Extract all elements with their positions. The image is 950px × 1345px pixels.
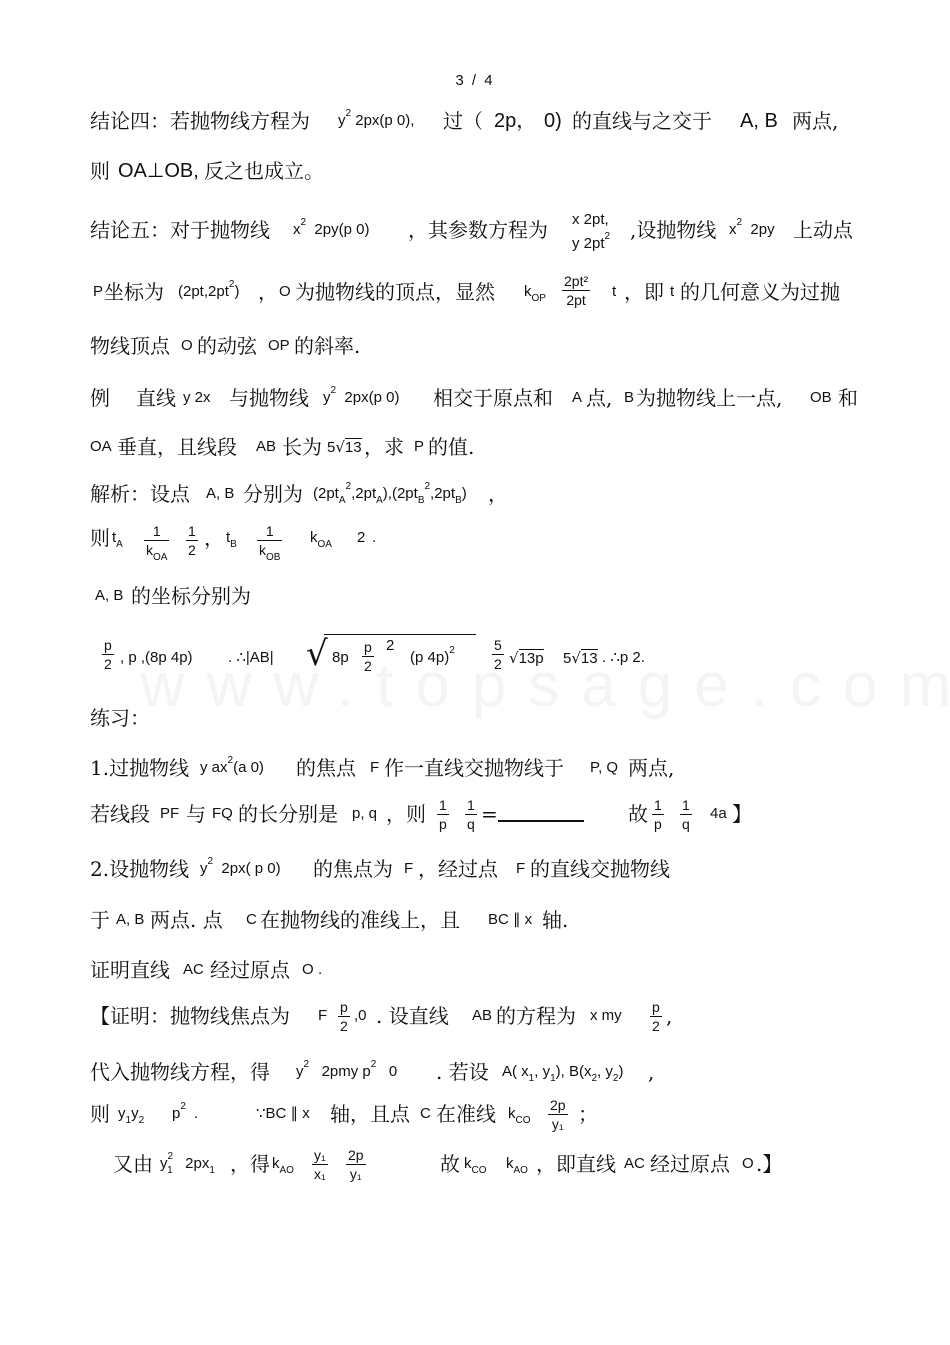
- c4-then: 则: [90, 159, 110, 183]
- conclusion-5-line-3: [0, 326, 950, 366]
- q1-ans-frac-q: $\frac{1}{q}$: [682, 797, 690, 832]
- c5-p: P: [93, 283, 104, 300]
- sol-l4-frac-2: $\frac{5}{2}$: [494, 637, 502, 672]
- sol-l4-rad2: 5√13: [563, 649, 598, 667]
- sol-sqrt-sign: √: [306, 634, 328, 674]
- q1-two-points: 两点,: [628, 756, 675, 780]
- solution-line-4: [0, 632, 950, 684]
- sol-koa: $k_{OA}$: [310, 529, 332, 550]
- q1-frac-p: $\frac{1}{p}$: [439, 797, 447, 832]
- c5-coord-label: 坐标为: [104, 280, 164, 304]
- q1-frac-q: $\frac{1}{q}$: [467, 797, 475, 832]
- q2-focus-is: 的焦点为: [313, 857, 393, 881]
- q1-ans-frac-p: $\frac{1}{p}$: [654, 797, 662, 832]
- proof-let-line: . 设直线: [376, 1004, 449, 1028]
- c5-k-op: $k_{OP}$: [524, 283, 546, 304]
- q2-label: 2.设抛物线: [90, 857, 190, 881]
- q1-then: ，则: [386, 802, 426, 826]
- proof-through-origin: 经过原点: [650, 1152, 730, 1176]
- proof-k-co: $k_{CO}$: [508, 1105, 531, 1126]
- c5-o-2: O: [181, 337, 193, 354]
- c5-o: O: [279, 283, 291, 300]
- c5-text-moving-point: 上动点: [793, 218, 853, 242]
- c5-slope: 的斜率.: [294, 334, 361, 358]
- page-number: 3 / 4: [455, 72, 495, 89]
- proof-end: .】: [756, 1152, 783, 1176]
- c5-coord: $(2pt,2pt^2)$: [178, 279, 240, 300]
- proof-frac-p2-b: $\frac{p}{2}$: [652, 999, 660, 1034]
- c5-text-param: ，其参数方程为: [408, 218, 548, 242]
- c5-namely: ，即: [624, 280, 664, 304]
- sol-ta: $t_A$: [112, 529, 123, 550]
- sol-comma: ，: [488, 482, 508, 506]
- sol-l4-inner-frac: $\frac{p}{2}$: [364, 639, 372, 674]
- c4-converse: 反之也成立。: [204, 159, 324, 183]
- ex-a: A: [572, 389, 583, 406]
- q2-on-directrix: 在抛物线的准线上，且: [260, 908, 460, 932]
- proof-frac-p2: $\frac{p}{2}$: [340, 999, 348, 1034]
- proof-k-ao-2: $k_{AO}$: [506, 1155, 528, 1176]
- c4-perpendicular: OA⊥OB,: [118, 160, 199, 182]
- solution-line-2: [0, 518, 950, 566]
- ex-length: 长为: [282, 435, 322, 459]
- proof-from: 又由: [113, 1152, 153, 1176]
- sol-l4-8p: 8p: [332, 649, 349, 666]
- ex-intersect: 相交于原点和: [433, 386, 553, 410]
- practice-title: 练习：: [90, 706, 150, 730]
- c5-slope-fraction: $\frac{\text{2pt²}}{2pt}$: [564, 273, 589, 308]
- proof-line-1: [0, 996, 950, 1044]
- c5-equation: $x^2$ 2py(p 0): [293, 217, 370, 238]
- ex-parabola-eq: $y^2$ 2px(p 0): [323, 385, 400, 406]
- proof-ab: AB: [472, 1007, 493, 1024]
- c5-text-let: ,设抛物线: [630, 218, 717, 242]
- sol-l4-exp1: 2: [386, 637, 395, 654]
- conclusion-4-line-1: [0, 101, 950, 141]
- q1-ans-val: 4a: [710, 805, 727, 822]
- q2-ab: A, B: [116, 911, 145, 928]
- sol-dot: .: [372, 529, 377, 546]
- c5-op: OP: [268, 337, 290, 354]
- sol-label: 解析：设点: [90, 482, 190, 506]
- q2-at: 于: [90, 908, 110, 932]
- q1-ans-end: 】: [732, 802, 752, 826]
- sol-frac-3: 1 $k_{OB}$: [259, 523, 281, 563]
- ex-line: 直线: [136, 386, 176, 410]
- sol-l4-frac: $\frac{p}{2}$: [104, 637, 112, 672]
- ex-and: 和: [838, 386, 858, 410]
- sol-comma-2: ，: [204, 526, 224, 550]
- sol-frac-1: 1 $k_{OA}$: [146, 523, 168, 563]
- q1-f: F: [370, 759, 380, 776]
- c5-param-x: x 2pt,: [572, 211, 609, 228]
- ex-p: P: [414, 438, 425, 455]
- proof-y1y2: $y_1y_2$: [118, 1105, 145, 1126]
- proof-line-eq: x my: [590, 1007, 622, 1024]
- ex-point: 点,: [586, 386, 613, 410]
- c4-equation: $y^2$ 2px(p 0),: [338, 108, 415, 129]
- c5-vertex-text: 为抛物线的顶点，显然: [295, 280, 495, 304]
- sol-l4-coords: , p ,(8p 4p): [120, 649, 193, 666]
- q1-lengths: 的长分别是: [238, 802, 338, 826]
- q2-ac: AC: [183, 961, 204, 978]
- proof-frac-y1-x1: $\frac{\text{y₁}}{\text{x₁}}$: [314, 1147, 326, 1182]
- q2-eq: $y^2$ 2px( p 0): [200, 856, 281, 877]
- ex-and-parabola: 与抛物线: [229, 386, 309, 410]
- solution-line-1: [0, 474, 950, 514]
- sol-then: 则: [90, 526, 110, 550]
- practice-q2-line-2: [0, 900, 950, 940]
- proof-k-ao: $k_{AO}$: [272, 1155, 294, 1176]
- sol-tb: $t_B$: [226, 529, 237, 550]
- q2-prove: 证明直线: [90, 958, 170, 982]
- c5-param-y: y $2pt^2$: [572, 231, 611, 252]
- proof-quadratic: $y^2$ 2pmy $p^2$ 0: [296, 1059, 398, 1080]
- proof-frac-2p-y1: $\frac{2p}{\text{y₁}}$: [550, 1097, 566, 1132]
- q1-eq: y $ax^2(a$ 0): [200, 755, 264, 776]
- ex-line-eq: y 2x: [183, 389, 211, 406]
- ex-length-value: 5√13: [327, 438, 362, 456]
- conclusion-4-label: 结论四：若抛物线方程为: [90, 109, 310, 133]
- sol-respectively: 分别为: [243, 482, 303, 506]
- practice-title-line: [0, 698, 950, 738]
- practice-q1-line-2: [0, 794, 950, 840]
- proof-line-4: [0, 1144, 950, 1192]
- ex-ab: AB: [256, 438, 277, 455]
- sol-frac-2: $\frac{1}{2}$: [188, 523, 196, 558]
- proof-y1-eq: $y^2_1$ $2px_1$: [160, 1151, 215, 1176]
- proof-because: ∵BC ∥ x: [256, 1105, 310, 1122]
- q1-and: 与: [186, 802, 206, 826]
- q1-label: 1.过抛物线: [90, 756, 190, 780]
- proof-c: C: [420, 1105, 431, 1122]
- c4-text-two-points: 两点,: [792, 109, 839, 133]
- q1-pq-2: p, q: [352, 805, 378, 822]
- c5-equation-2: $x^2$ 2py: [729, 217, 775, 238]
- q1-answer-blank[interactable]: [498, 794, 584, 822]
- proof-points: A( $x_1$, $y_1$), $B(x_2$, $y_2$): [502, 1063, 624, 1084]
- c5-t: t: [612, 283, 617, 300]
- example-line-2: [0, 427, 950, 467]
- proof-p-squared: $p^2$: [172, 1101, 186, 1122]
- proof-then: 则: [90, 1102, 110, 1126]
- proof-axis-point: 轴，且点: [330, 1102, 410, 1126]
- q2-f: F: [404, 860, 414, 877]
- q2-c: C: [246, 911, 257, 928]
- example-line-1: [0, 378, 950, 418]
- proof-on-directrix: 在准线: [436, 1102, 496, 1126]
- c4-point-a: 2p，: [494, 110, 537, 132]
- ex-ob: OB: [810, 389, 832, 406]
- ex-b-on: 为抛物线上一点,: [636, 386, 783, 410]
- conclusion-5-line-2: [0, 272, 950, 322]
- proof-ac: AC: [624, 1155, 645, 1172]
- practice-q2-line-3: [0, 950, 950, 990]
- q2-through: ，经过点: [418, 857, 498, 881]
- proof-comma-zero: ,0: [354, 1007, 367, 1024]
- sol-ab: A, B: [206, 485, 235, 502]
- conclusion-5-label: 结论五：对于抛物线: [90, 218, 270, 242]
- q1-segment: 若线段: [90, 802, 150, 826]
- q2-line-intersects: 的直线交抛物线: [530, 857, 670, 881]
- proof-semicolon: ；: [578, 1102, 598, 1126]
- ex-find: ，求: [364, 435, 404, 459]
- proof-obtain: ，得: [230, 1152, 270, 1176]
- ex-b: B: [624, 389, 635, 406]
- q2-two-points: 两点. 点: [150, 908, 223, 932]
- q1-chord: 作一直线交抛物线于: [384, 756, 564, 780]
- q1-ans-label: 故: [628, 802, 648, 826]
- sol-val: 2: [357, 529, 366, 546]
- c4-points-ab: A, B: [740, 110, 778, 132]
- practice-q2-line-1: [0, 849, 950, 889]
- sol-l4-inner-2: (p 4p)$^2$: [410, 645, 455, 666]
- sol-l4-rad1: √13p: [509, 649, 544, 667]
- q1-pq: P, Q: [590, 759, 619, 776]
- proof-o: O: [742, 1155, 754, 1172]
- q2-bc-parallel: BC ∥ x: [488, 911, 533, 928]
- proof-so-line: ，即直线: [536, 1152, 616, 1176]
- ex-perp: 垂直，且线段: [117, 435, 237, 459]
- c5-chord: 的动弦: [197, 334, 257, 358]
- c4-point-b: 0): [544, 110, 562, 132]
- proof-substitute: 代入抛物线方程，得: [90, 1060, 270, 1084]
- proof-if-let: . 若设: [436, 1060, 489, 1084]
- q2-f-2: F: [516, 860, 526, 877]
- ex-oa: OA: [90, 438, 112, 455]
- q1-fq: FQ: [212, 805, 233, 822]
- c4-text-through: 过（: [443, 109, 483, 133]
- proof-equation-is: 的方程为: [496, 1004, 576, 1028]
- proof-k-co-2: $k_{CO}$: [464, 1155, 487, 1176]
- sol-sqrt-bar: [324, 634, 476, 635]
- c5-t-2: t: [670, 283, 675, 300]
- proof-comma-2: ,: [648, 1060, 655, 1084]
- q1-focus: 的焦点: [296, 756, 356, 780]
- sol-coords: $(2pt_A^2,2pt_A),(2pt_B^2,2pt_B)$: [313, 481, 467, 506]
- conclusion-4-line-2: [0, 151, 950, 191]
- proof-hence: 故: [440, 1152, 460, 1176]
- sol-l4-result: . ∴p 2.: [602, 649, 645, 666]
- ex-value: 的值.: [428, 435, 475, 459]
- c5-comma: ，: [258, 280, 278, 304]
- q2-dot: .: [318, 961, 323, 978]
- q2-axis: 轴.: [542, 908, 569, 932]
- sol-ab-2: A, B: [95, 587, 124, 604]
- proof-comma: ,: [666, 1004, 673, 1028]
- q1-equals-blank: =: [481, 794, 584, 834]
- c5-meaning: 的几何意义为过抛: [680, 280, 840, 304]
- q2-o: O: [302, 961, 314, 978]
- conclusion-5-line-1: [0, 210, 950, 250]
- sol-l4-ab: . ∴|AB|: [228, 649, 274, 666]
- c5-vertex-of: 物线顶点: [90, 334, 170, 358]
- proof-f: F: [318, 1007, 328, 1024]
- example-label: 例: [90, 386, 110, 410]
- practice-q1-line-1: [0, 748, 950, 788]
- proof-dot: .: [194, 1105, 199, 1122]
- q2-through-origin: 经过原点: [210, 958, 290, 982]
- q1-pf: PF: [160, 805, 180, 822]
- proof-line-2: [0, 1052, 950, 1092]
- proof-frac-2p-y1-b: $\frac{2p}{\text{y₁}}$: [348, 1147, 364, 1182]
- sol-coords-label: 的坐标分别为: [131, 584, 251, 608]
- c4-text-line: 的直线与之交于: [572, 109, 712, 133]
- proof-label: 【证明：抛物线焦点为: [90, 1004, 290, 1028]
- proof-line-3: [0, 1094, 950, 1142]
- solution-line-3: [0, 576, 950, 616]
